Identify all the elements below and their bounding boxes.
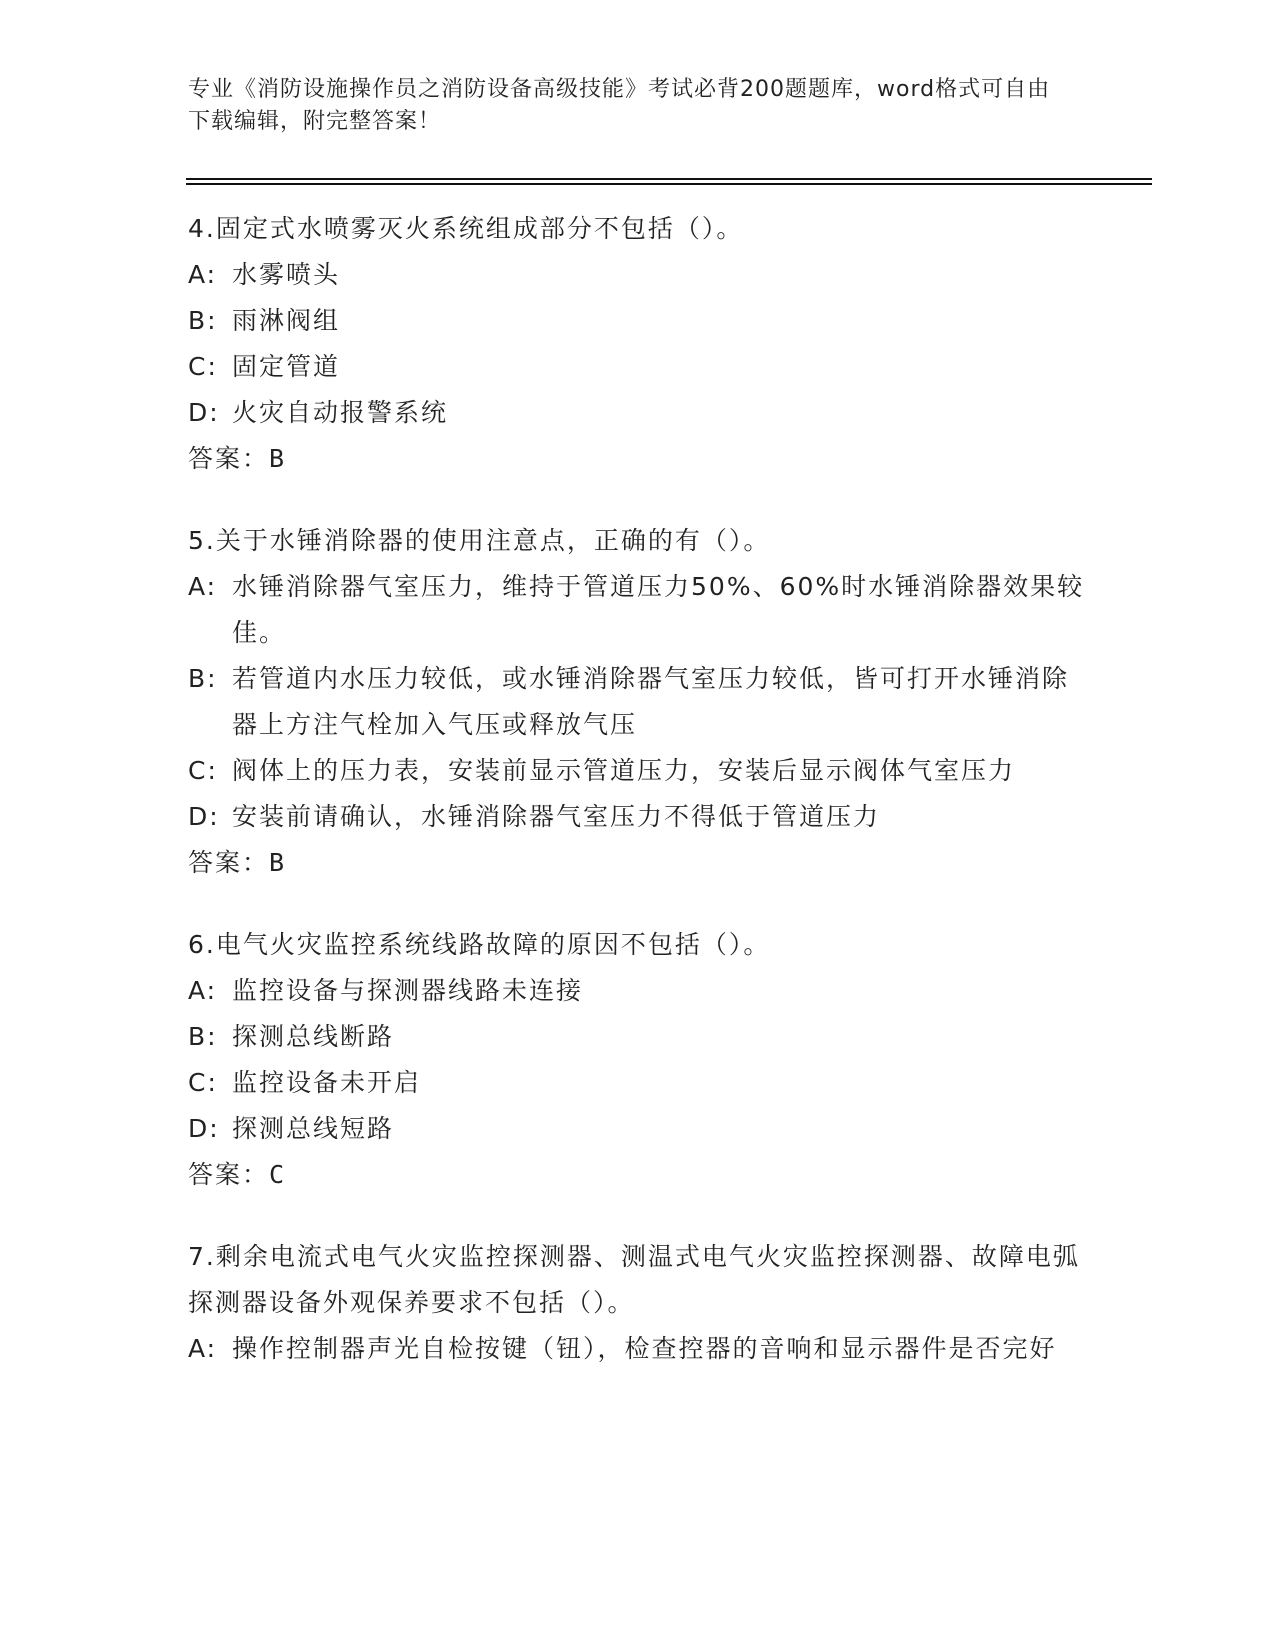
- option-key: C:: [188, 1068, 218, 1097]
- option-d: [188, 390, 1088, 436]
- option-c: [188, 1060, 1088, 1106]
- option-a: [188, 252, 1088, 298]
- option-key: A:: [188, 260, 218, 289]
- option-text: 水锤消除器气室压力，维持于管道压力50%、60%时水锤消除器效果较佳。: [232, 572, 1085, 647]
- header-divider-top: [186, 178, 1152, 180]
- option-key: A:: [188, 572, 218, 601]
- option-key: D:: [188, 398, 220, 427]
- option-key: B:: [188, 664, 218, 693]
- option-text: 若管道内水压力较低，或水锤消除器气室压力较低，皆可打开水锤消除器上方注气栓加入气压或释放气压: [232, 664, 1070, 739]
- answer-label: 答案：: [188, 848, 270, 877]
- question-6: [188, 922, 1088, 1198]
- question-stem: 4.固定式水喷雾灭火系统组成部分不包括（）。: [188, 214, 744, 243]
- answer-label: 答案：: [188, 444, 270, 473]
- option-text: 探测总线断路: [232, 1022, 395, 1051]
- option-text: 火灾自动报警系统: [232, 398, 449, 427]
- option-text: 阀体上的压力表，安装前显示管道压力，安装后显示阀体气室压力: [232, 756, 1016, 785]
- option-text: 监控设备未开启: [232, 1068, 422, 1097]
- option-b: [188, 1014, 1088, 1060]
- question-stem: 5.关于水锤消除器的使用注意点，正确的有（）。: [188, 526, 771, 555]
- option-key: A:: [188, 976, 218, 1005]
- option-key: D:: [188, 802, 220, 831]
- answer-label: 答案：: [188, 1160, 270, 1189]
- option-text: 水雾喷头: [232, 260, 341, 289]
- option-text: 安装前请确认，水锤消除器气室压力不得低于管道压力: [232, 802, 881, 831]
- option-a: [188, 968, 1088, 1014]
- option-text: 操作控制器声光自检按键（钮），检查控器的音响和显示器件是否完好: [232, 1334, 1057, 1363]
- question-7: [188, 1234, 1088, 1372]
- option-key: D:: [188, 1114, 220, 1143]
- question-stem: 7.剩余电流式电气火灾监控探测器、测温式电气火灾监控探测器、故障电弧探测器设备外观保养要求不包括（）。: [188, 1242, 1080, 1317]
- document-header: [188, 74, 1068, 138]
- option-a: [188, 564, 1088, 656]
- question-4: [188, 206, 1088, 482]
- option-key: C:: [188, 756, 218, 785]
- option-c: [188, 748, 1088, 794]
- answer-value: B: [269, 444, 285, 473]
- question-5: [188, 518, 1088, 886]
- option-key: B:: [188, 306, 218, 335]
- header-divider-bottom: [186, 183, 1152, 185]
- option-text: 探测总线短路: [232, 1114, 395, 1143]
- option-b: [188, 656, 1088, 748]
- question-stem: 6.电气火灾监控系统线路故障的原因不包括（）。: [188, 930, 771, 959]
- option-key: C:: [188, 352, 218, 381]
- option-c: [188, 344, 1088, 390]
- option-b: [188, 298, 1088, 344]
- option-d: [188, 794, 1088, 840]
- option-key: B:: [188, 1022, 218, 1051]
- answer-value: C: [269, 1160, 285, 1189]
- question-list: [188, 206, 1088, 1408]
- option-text: 固定管道: [232, 352, 341, 381]
- header-text: 专业《消防设施操作员之消防设备高级技能》考试必背200题题库，word格式可自由下载编辑，附完整答案！: [188, 77, 1051, 134]
- answer-line: [188, 436, 1088, 482]
- option-text: 雨淋阀组: [232, 306, 341, 335]
- option-text: 监控设备与探测器线路未连接: [232, 976, 584, 1005]
- answer-line: [188, 840, 1088, 886]
- option-d: [188, 1106, 1088, 1152]
- option-a: [188, 1326, 1088, 1372]
- option-key: A:: [188, 1334, 218, 1363]
- answer-value: B: [269, 848, 285, 877]
- answer-line: [188, 1152, 1088, 1198]
